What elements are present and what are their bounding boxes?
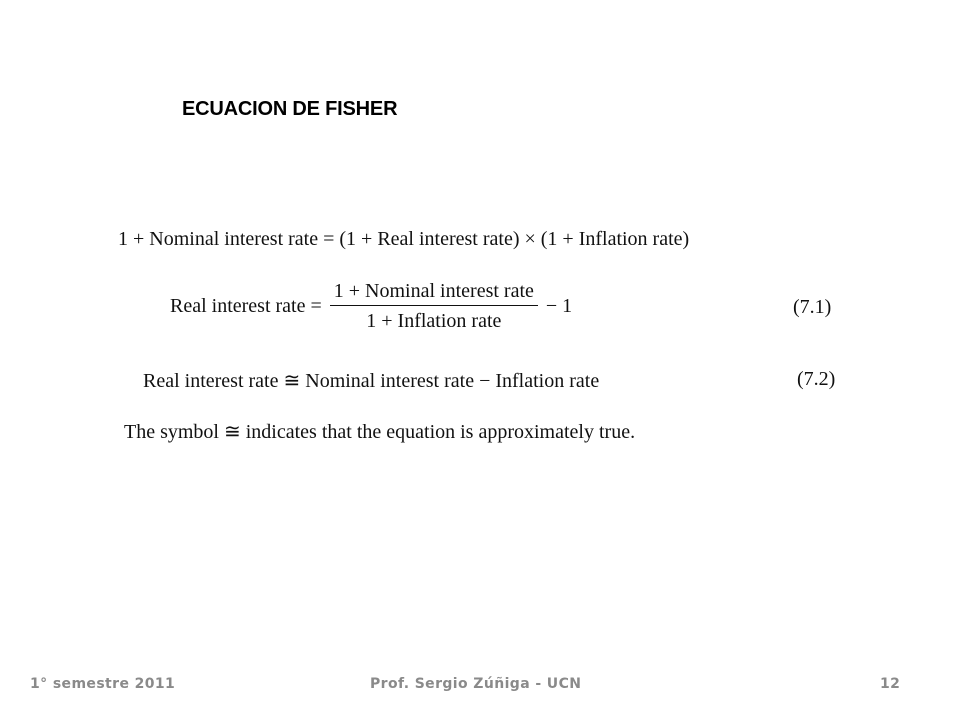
approximation-note: The symbol ≅ indicates that the equation is approximately true. (124, 421, 636, 443)
fraction (330, 280, 538, 332)
equation-number-7-1: (7.1) (793, 296, 832, 318)
footer-author: Prof. Sergio Zúñiga - UCN (370, 676, 582, 692)
fraction-denominator: 1 + Inflation rate (366, 310, 502, 332)
fraction-numerator: 1 + Nominal interest rate (333, 280, 534, 302)
fisher-approximation-equation: Real interest rate ≅ Nominal interest rate − Inflation rate (143, 370, 600, 392)
fisher-equation-exact: 1 + Nominal interest rate = (1 + Real interest rate) × (1 + Inflation rate) (118, 228, 690, 250)
real-rate-equation (170, 280, 572, 332)
footer-page-number: 12 (880, 676, 901, 692)
equation-number-7-2: (7.2) (797, 368, 836, 390)
real-rate-equation-lhs: Real interest rate = (170, 295, 322, 317)
footer-semester: 1° semestre 2011 (30, 676, 176, 692)
real-rate-equation-rhs: − 1 (545, 295, 573, 317)
slide-title: ECUACION DE FISHER (182, 98, 398, 120)
